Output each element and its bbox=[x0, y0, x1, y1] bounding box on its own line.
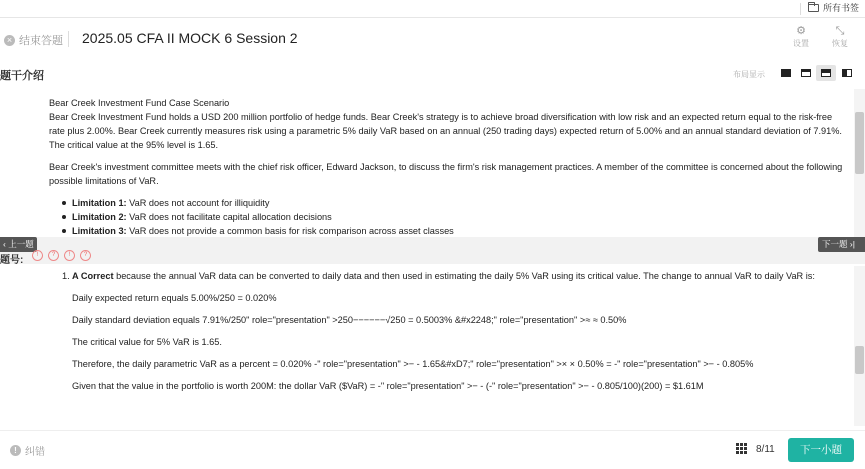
explanation-line: The critical value for 5% VaR is 1.65. bbox=[72, 337, 222, 347]
limitation-text: VaR does not facilitate capital allocation decisions bbox=[126, 212, 332, 222]
layout-top-icon bbox=[801, 69, 811, 77]
correct-label: A Correct bbox=[72, 271, 114, 281]
page-title: 2025.05 CFA II MOCK 6 Session 2 bbox=[82, 30, 298, 46]
footer-bar bbox=[0, 430, 865, 469]
explanation-line: Daily standard deviation equals 7.91%/250" role="presentation" >250−−−−−−√250 = 0.5003% &#x2248;" role="presentation" >≈ ≈ 0.50% bbox=[72, 315, 627, 325]
next-subquestion-button[interactable]: 下一小题 bbox=[788, 438, 854, 462]
next-question-button[interactable]: 下一题 ›| bbox=[818, 237, 865, 252]
gear-icon: ⚙ bbox=[796, 25, 806, 37]
limitation-label: Limitation 2: bbox=[72, 212, 127, 222]
list-item bbox=[62, 224, 854, 238]
all-bookmarks-label: 所有书签 bbox=[822, 3, 859, 13]
case-pane bbox=[0, 89, 854, 242]
report-error-button[interactable] bbox=[10, 443, 45, 458]
prev-question-button[interactable]: ‹ 上一题 bbox=[0, 237, 37, 252]
next-question-label: 下一题 bbox=[822, 239, 848, 249]
limitation-text: VaR does not provide a common basis for risk comparison across asset classes bbox=[126, 226, 454, 236]
settings-label: 设置 bbox=[793, 39, 809, 48]
answer-pane bbox=[0, 266, 854, 424]
close-circle-icon: × bbox=[4, 35, 15, 46]
limitation-label: Limitation 1: bbox=[72, 198, 127, 208]
layout-label: 布局显示 bbox=[733, 70, 765, 79]
divider bbox=[68, 31, 69, 47]
question-number-label: 题号: bbox=[0, 255, 24, 266]
explanation-line: Given that the value in the portfolio is worth 200M: the dollar VaR ($VaR) = -" role="presentation" >− - (-" role="presentation" >− - 0.805/100)(200) = $1.61M bbox=[72, 381, 704, 391]
question-grid-icon[interactable] bbox=[736, 443, 747, 454]
layout-full-button[interactable] bbox=[776, 65, 796, 81]
case-scrollbar[interactable] bbox=[854, 89, 865, 239]
progress-counter: 8/11 bbox=[756, 444, 775, 455]
limitation-label: Limitation 3: bbox=[72, 226, 127, 236]
layout-split-vertical-button[interactable] bbox=[837, 65, 857, 81]
scrollbar-thumb[interactable] bbox=[855, 112, 864, 174]
end-exam-button[interactable] bbox=[4, 32, 63, 48]
layout-top-button[interactable] bbox=[796, 65, 816, 81]
report-error-label: 纠错 bbox=[25, 447, 45, 458]
layout-full-icon bbox=[781, 69, 791, 77]
exam-header bbox=[0, 18, 865, 62]
list-item bbox=[62, 196, 854, 210]
answer-intro-text: because the annual VaR data can be converted to daily data and then used in estimating the daily 5% VaR using its critical value. The change to annual VaR to daily VaR is: bbox=[113, 271, 815, 281]
mark-icon[interactable]: ! bbox=[64, 250, 75, 261]
layout-split-horizontal-icon bbox=[821, 69, 831, 77]
section-title: 题干介绍 bbox=[0, 70, 44, 82]
limitations-list bbox=[0, 196, 854, 238]
restore-icon: ⤡ bbox=[835, 25, 845, 37]
bookmark-bar bbox=[0, 0, 865, 18]
layout-split-vertical-icon bbox=[842, 69, 852, 77]
flag-icon[interactable]: ! bbox=[32, 250, 43, 261]
intro-bar bbox=[0, 62, 865, 84]
case-heading: Bear Creek Investment Fund Case Scenario bbox=[49, 98, 230, 108]
question-tools bbox=[32, 250, 91, 261]
case-paragraph-1: Bear Creek Investment Fund holds a USD 200 million portfolio of hedge funds. Bear Creek's strategy is to achieve broad diversification with low risk and an expected return equal to the risk-free rate plus 2.00%. Bear Creek currently measures risk using a parametric 5% daily VaR based on an annual (250 trading days) expected return of 5.00% and an annual standard deviation of 7.91%. The critical value at the 95% level is 1.65. bbox=[49, 112, 842, 150]
divider bbox=[800, 3, 801, 15]
answer-explanation bbox=[0, 269, 854, 393]
scrollbar-thumb[interactable] bbox=[855, 346, 864, 374]
note-icon[interactable]: ? bbox=[48, 250, 59, 261]
case-paragraph-2: Bear Creek's investment committee meets with the chief risk officer, Edward Jackson, to discuss the firm's risk management practices. A member of the committee is concerned about the following possible limitations of VaR. bbox=[49, 162, 843, 186]
explanation-line: Therefore, the daily parametric VaR as a percent = 0.020% -" role="presentation" >− - 1.65&#xD7;" role="presentation" >× × 0.50% = -" role="presentation" >− - 0.805% bbox=[72, 359, 754, 369]
prev-question-label: 上一题 bbox=[8, 239, 34, 249]
question-nav-bar bbox=[0, 237, 865, 264]
info-icon: ! bbox=[10, 445, 21, 456]
answer-scrollbar[interactable] bbox=[854, 266, 865, 426]
explanation-line: Daily expected return equals 5.00%/250 = 0.020% bbox=[72, 293, 277, 303]
restore-label: 恢复 bbox=[832, 39, 848, 48]
list-item bbox=[62, 210, 854, 224]
settings-button[interactable] bbox=[789, 24, 813, 49]
answer-number: 1. bbox=[62, 271, 70, 281]
folder-icon bbox=[808, 4, 819, 12]
layout-split-horizontal-button[interactable] bbox=[816, 65, 836, 81]
help-icon[interactable]: ? bbox=[80, 250, 91, 261]
answer-heading bbox=[62, 269, 844, 283]
limitation-text: VaR does not account for illiquidity bbox=[126, 198, 270, 208]
end-exam-label: 结束答题 bbox=[19, 35, 63, 47]
restore-button[interactable] bbox=[828, 24, 852, 49]
all-bookmarks-button[interactable] bbox=[808, 1, 859, 14]
